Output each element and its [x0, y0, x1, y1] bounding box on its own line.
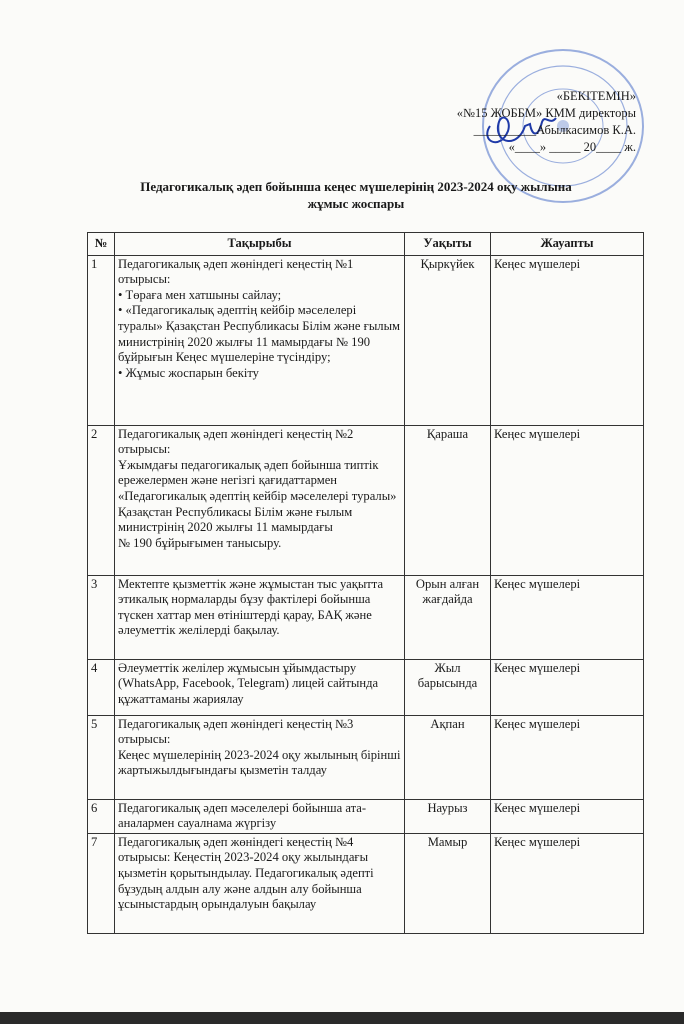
approval-signatory: __________Абылкасимов К.А.	[473, 123, 636, 137]
work-plan-table	[87, 232, 644, 934]
row-topic: Педагогикалық әдеп жөніндегі кеңестің №2 отырысы: Ұжымдағы педагогикалық әдеп бойынша типтік ережелермен және негізгі қағидаттармен «Педагогикалық әдептің кейбір мәселелері туралы» Қазақстан Республикасы Білім және ғылым министрінің 2020 жылғы 11 мамырдағы № 190 бұйрығымен танысыру.	[115, 425, 405, 575]
row-responsible: Кеңес мүшелері	[491, 799, 644, 833]
table-row	[88, 255, 644, 425]
header-responsible: Жауапты	[491, 233, 644, 256]
header-number: №	[88, 233, 115, 256]
table-row	[88, 659, 644, 715]
header-topic: Тақырыбы	[115, 233, 405, 256]
approval-date: «____» _____ 20____ ж.	[508, 140, 636, 154]
row-number: 1	[88, 255, 115, 425]
row-number: 2	[88, 425, 115, 575]
row-topic: Мектепте қызметтік және жұмыстан тыс уақытта этикалық нормаларды бұзу фактілері бойынша түскен хаттар мен өтініштерді қарау, БАҚ және әлеуметтік желілерді бақылау.	[115, 575, 405, 659]
row-topic: Педагогикалық әдеп жөніндегі кеңестің №4 отырысы: Кеңестің 2023-2024 оқу жылындағы қызметін қорытындылау. Педагогикалық әдепті бұзудың алдын алу және алдын алу бойынша ұсыныстардың орындалуын бақылау	[115, 833, 405, 933]
row-time: Жыл барысында	[405, 659, 491, 715]
approval-position: «№15 ЖОББМ» КММ директоры	[456, 106, 636, 120]
approval-heading: «БЕКІТЕМІН»	[556, 89, 636, 103]
row-time: Қараша	[405, 425, 491, 575]
row-responsible: Кеңес мүшелері	[491, 659, 644, 715]
row-number: 3	[88, 575, 115, 659]
row-responsible: Кеңес мүшелері	[491, 575, 644, 659]
row-topic: Педагогикалық әдеп мәселелері бойынша ата-аналармен сауалнама жүргізу	[115, 799, 405, 833]
approval-block	[457, 88, 636, 156]
table-row	[88, 833, 644, 933]
row-topic: Педагогикалық әдеп жөніндегі кеңестің №3 отырысы: Кеңес мүшелерінің 2023-2024 оқу жылының бірінші жартыжылдығындағы қызметін талдау	[115, 715, 405, 799]
row-number: 7	[88, 833, 115, 933]
row-responsible: Кеңес мүшелері	[491, 255, 644, 425]
row-topic: Әлеуметтік желілер жұмысын ұйымдастыру (WhatsApp, Facebook, Telegram) лицей сайтында құжаттаманы жариялау	[115, 659, 405, 715]
row-responsible: Кеңес мүшелері	[491, 425, 644, 575]
table-row	[88, 799, 644, 833]
table-row	[88, 575, 644, 659]
row-number: 6	[88, 799, 115, 833]
row-time: Ақпан	[405, 715, 491, 799]
table-header-row	[88, 233, 644, 256]
row-number: 5	[88, 715, 115, 799]
table-row	[88, 425, 644, 575]
document-title	[96, 178, 616, 212]
title-line-1: Педагогикалық әдеп бойынша кеңес мүшелерінің 2023-2024 оқу жылына	[140, 179, 572, 194]
row-responsible: Кеңес мүшелері	[491, 715, 644, 799]
row-responsible: Кеңес мүшелері	[491, 833, 644, 933]
header-time: Уақыты	[405, 233, 491, 256]
row-topic: Педагогикалық әдеп жөніндегі кеңестің №1 отырысы: • Төраға мен хатшыны сайлау; • «Педагогикалық әдептің кейбір мәселелері туралы» Қазақстан Республикасы Білім және ғылым министрінің 2020 жылғы 11 мамырдағы № 190 бұйрығын Кеңес мүшелеріне түсіндіру; • Жұмыс жоспарын бекіту	[115, 255, 405, 425]
row-time: Орын алған жағдайда	[405, 575, 491, 659]
page-bottom-edge	[0, 1012, 684, 1024]
row-number: 4	[88, 659, 115, 715]
row-time: Мамыр	[405, 833, 491, 933]
title-line-2: жұмыс жоспары	[307, 196, 405, 211]
table-row	[88, 715, 644, 799]
row-time: Қыркүйек	[405, 255, 491, 425]
row-time: Наурыз	[405, 799, 491, 833]
